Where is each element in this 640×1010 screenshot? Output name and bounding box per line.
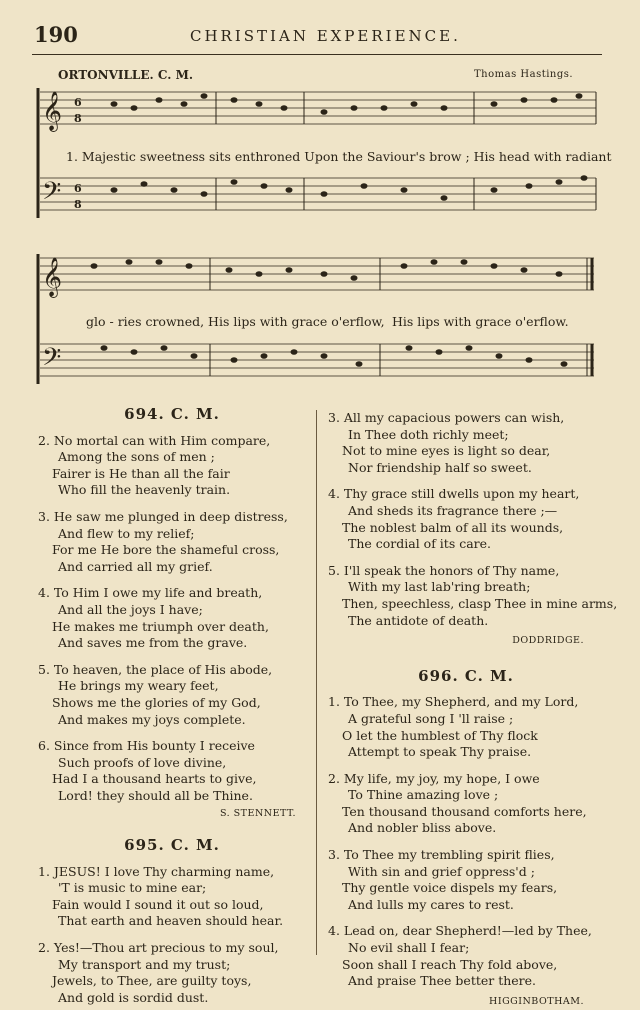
verse-line: And nobler bliss above. — [348, 820, 497, 836]
header-rule — [32, 54, 602, 55]
verse-line: Had I a thousand hearts to give, — [52, 771, 257, 787]
verse-line: And praise Thee better there. — [348, 973, 537, 989]
verse-line: Shows me the glories of my God, — [52, 694, 261, 710]
stanza — [38, 509, 306, 575]
running-title: CHRISTIAN EXPERIENCE. — [190, 27, 461, 45]
left-column — [38, 406, 306, 1006]
stanza — [328, 410, 604, 476]
verse-line: Such proofs of love divine, — [58, 754, 227, 770]
svg-text:8: 8 — [74, 198, 82, 211]
tune-composer: Thomas Hastings. — [474, 69, 574, 80]
verse-line: With my last lab'ring breath; — [348, 579, 531, 595]
stanza — [38, 940, 306, 1006]
verse-line: 3. All my capacious powers can wish, — [328, 410, 565, 425]
verse-line: Attempt to speak Thy praise. — [348, 744, 532, 760]
verse-line: 1. To Thee, my Shepherd, and my Lord, — [328, 694, 579, 710]
verse-line: O let the humblest of Thy flock — [342, 727, 538, 743]
verse-line: Who fill the heavenly train. — [58, 482, 231, 498]
tune-name: ORTONVILLE. C. M. — [58, 68, 194, 82]
verse-line: Lord! they should all be Thine. — [58, 787, 253, 803]
verse-line: Ten thousand thousand comforts here, — [342, 803, 587, 819]
verse-line: Among the sons of men ; — [58, 449, 215, 465]
verse-line: And lulls my cares to rest. — [348, 896, 514, 912]
verse-line: And gold is sordid dust. — [58, 989, 209, 1005]
author-attribution: S. STENNETT. — [219, 808, 296, 820]
verse-line: 5. I'll speak the honors of Thy name, — [328, 562, 560, 578]
svg-text:𝄞: 𝄞 — [42, 91, 63, 131]
verse-line: Fain would I sound it out so loud, — [52, 896, 264, 912]
stanza — [38, 864, 306, 930]
stanza — [328, 923, 604, 989]
verse-line: And saves me from the grave. — [58, 635, 248, 651]
verse-line: 2. Yes!—Thou art precious to my soul, — [38, 940, 279, 956]
verse-line: 5. To heaven, the place of His abode, — [38, 661, 273, 677]
verse-line: 6. Since from His bounty I receive — [38, 738, 255, 754]
stanza — [328, 486, 604, 552]
stanza — [328, 847, 604, 913]
verse-line: My transport and my trust; — [58, 956, 231, 972]
verse-line: A grateful song I 'll raise ; — [348, 710, 514, 726]
verse-line: He brings my weary feet, — [58, 678, 219, 694]
verse-line: 1. JESUS! I love Thy charming name, — [38, 863, 275, 879]
verse-line: 2. My life, my joy, my hope, I owe — [328, 770, 540, 786]
svg-text:𝄢: 𝄢 — [42, 343, 62, 378]
verse-line: Jewels, to Thee, are guilty toys, — [52, 973, 252, 989]
verse-line: Thy gentle voice dispels my fears, — [342, 880, 558, 896]
right-column — [328, 410, 618, 1010]
column-divider — [316, 410, 317, 955]
verse-line: Not to mine eyes is light so dear, — [342, 443, 551, 459]
verse-line: Nor friendship half so sweet. — [348, 459, 532, 475]
hymn-number-694: 694. C. M. — [124, 405, 220, 423]
verse-line: 'T is music to mine ear; — [58, 880, 207, 896]
stanza — [328, 694, 604, 760]
svg-text:𝄞: 𝄞 — [42, 257, 63, 297]
verse-line: Soon shall I reach Thy fold above, — [342, 956, 558, 972]
verse-line: 4. Thy grace still dwells upon my heart, — [328, 486, 580, 502]
verse-line: The cordial of its care. — [348, 536, 492, 552]
stanza — [38, 433, 306, 499]
verse-line: And makes my joys complete. — [58, 711, 246, 727]
verse-line: That earth and heaven should hear. — [58, 913, 284, 929]
verse-line: And sheds its fragrance there ;— — [348, 502, 558, 518]
svg-text:𝄢: 𝄢 — [42, 177, 62, 212]
lyric-line-2b: His lips with grace o'erflow. — [392, 314, 569, 329]
verse-line: Then, speechless, clasp Thee in mine arms, — [342, 595, 618, 611]
stanza — [328, 562, 618, 629]
verse-line: 2. No mortal can with Him compare, — [38, 432, 271, 448]
hymn-number-695: 695. C. M. — [124, 836, 220, 855]
author-attribution: DODDRIDGE. — [512, 635, 584, 647]
hymn-number-696: 696. C. M. — [418, 666, 514, 685]
stanza — [38, 738, 306, 804]
verse-line: And flew to my relief; — [58, 525, 195, 541]
verse-line: 3. He saw me plunged in deep distress, — [38, 508, 288, 524]
lyric-line-2a: glo - ries crowned, His lips with grace o'erflow, — [86, 314, 385, 329]
verse-line: 4. Lead on, dear Shepherd!—led by Thee, — [328, 923, 592, 939]
verse-line: To Thine amazing love ; — [348, 787, 499, 803]
verse-line: And all the joys I have; — [58, 601, 203, 617]
verse-line: The noblest balm of all its wounds, — [342, 519, 564, 535]
verse-line: With sin and grief oppress'd ; — [348, 863, 535, 879]
verse-line: The antidote of death. — [348, 612, 489, 628]
stanza — [38, 585, 306, 651]
stanza — [38, 662, 306, 728]
verse-line: Fairer is He than all the fair — [52, 465, 230, 481]
verse-line: He makes me triumph over death, — [52, 618, 269, 634]
verse-line: No evil shall I fear; — [348, 940, 470, 956]
verse-line: 4. To Him I owe my life and breath, — [38, 585, 263, 601]
author-attribution: HIGGINBOTHAM. — [489, 995, 584, 1007]
verse-line: And carried all my grief. — [58, 558, 213, 574]
stanza — [328, 771, 604, 837]
page-number: 190 — [34, 22, 78, 47]
verse-line: In Thee doth richly meet; — [348, 426, 509, 442]
verse-line: 3. To Thee my trembling spirit flies, — [328, 847, 555, 863]
svg-text:6: 6 — [74, 96, 82, 109]
verse-line: For me He bore the shameful cross, — [52, 542, 280, 558]
lyric-line-1: 1. Majestic sweetness sits enthroned Upon the Saviour's brow ; His head with radiant — [66, 149, 612, 164]
svg-text:6: 6 — [74, 182, 82, 195]
svg-text:8: 8 — [74, 112, 82, 125]
